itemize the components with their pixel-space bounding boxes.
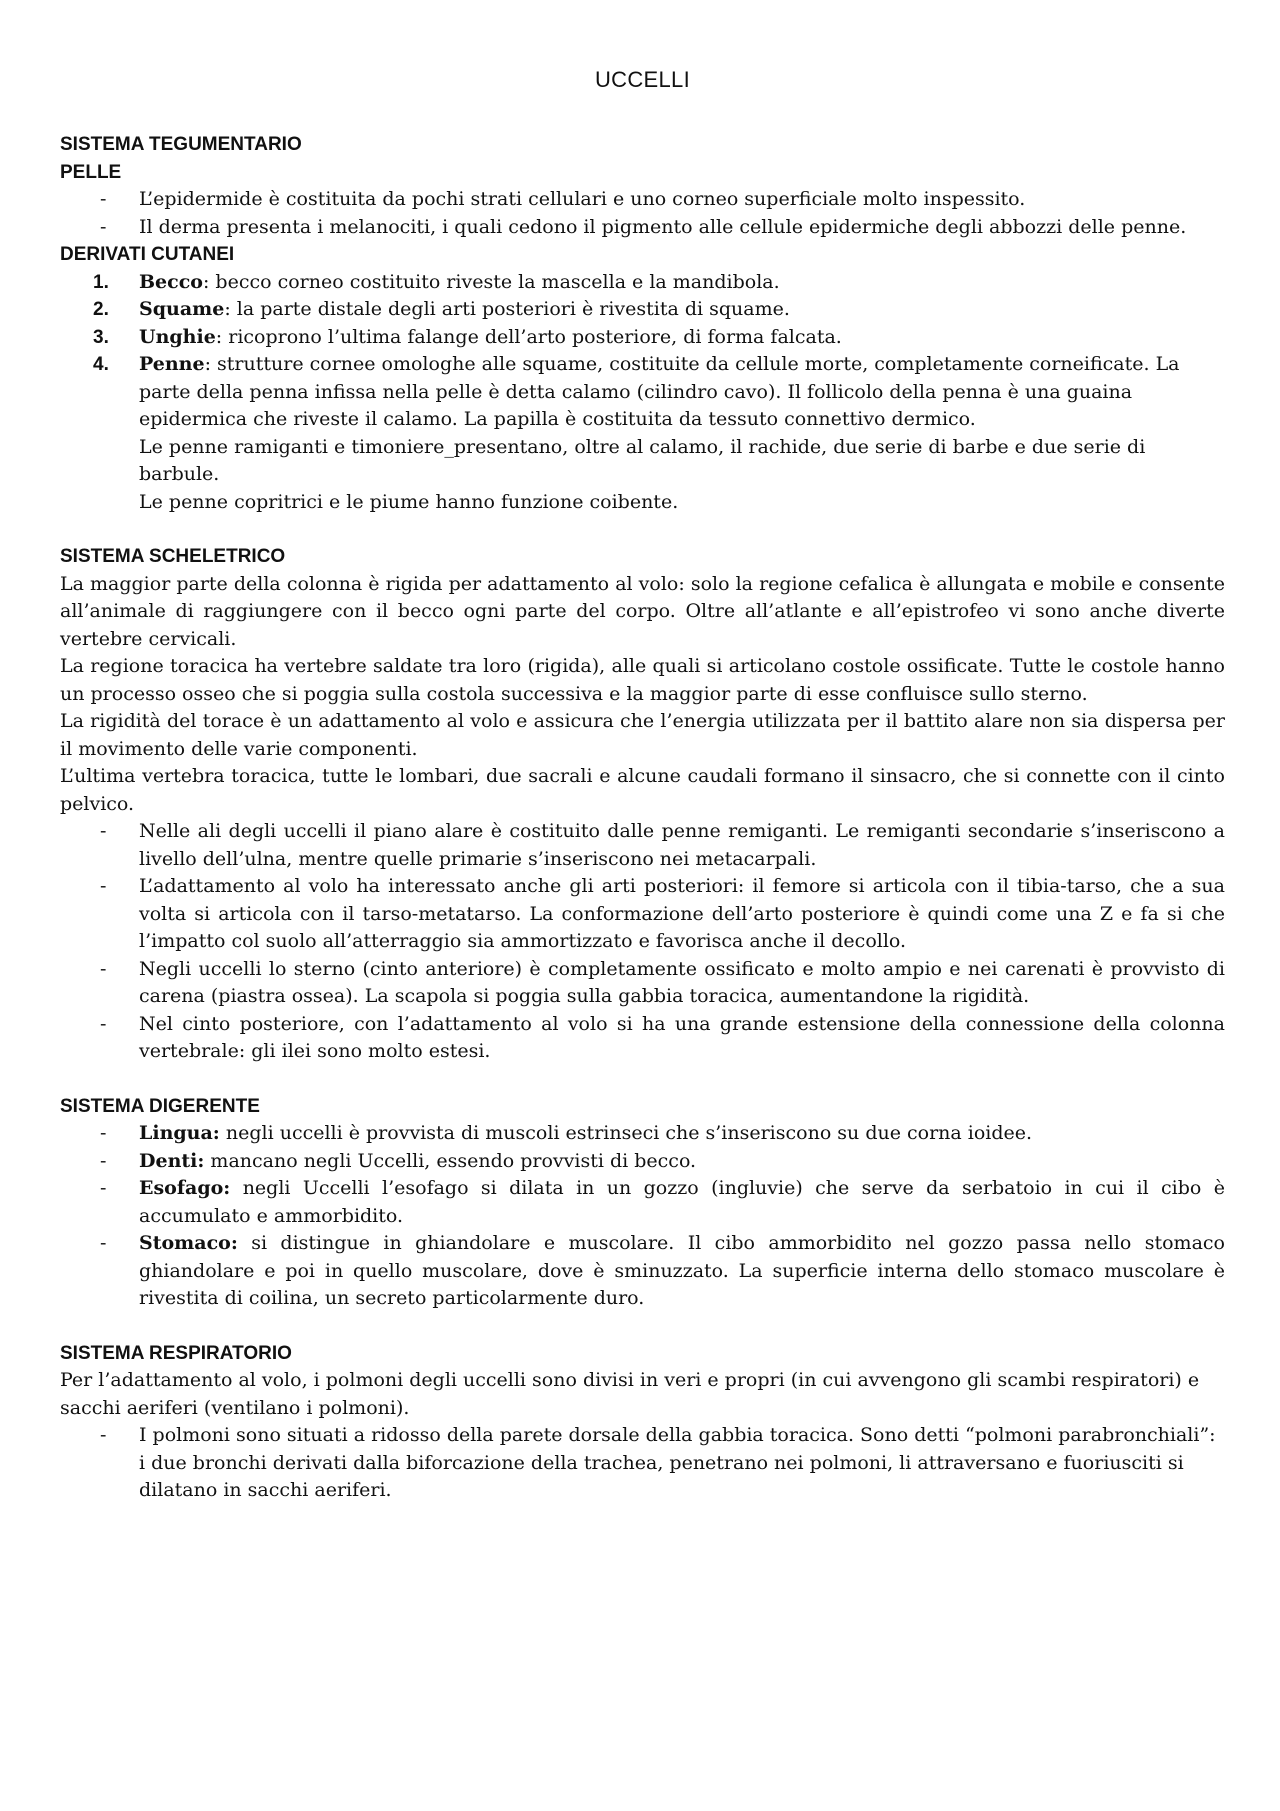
number-marker: 4. [93,354,109,375]
list-item-text: Il derma presenta i melanociti, i quali cedono il pigmento alle cellule epidermiche degli abbozzi delle penne. [139,215,1187,238]
dash-marker: - [100,215,107,238]
list-item-text: Nel cinto posteriore, con l’adattamento al volo si ha una grande estensione della connessione della colonna vertebrale: gli ilei sono molto estesi. [139,1012,1225,1062]
term: Lingua: [139,1122,220,1144]
paragraph: La regione toracica ha vertebre saldate tra loro (rigida), alle quali si articolano costole ossificate. Tutte le costole hanno un processo osseo che si poggia sulla costola successiva e la maggior parte di esse confluisce sullo sterno. [60,655,1225,705]
list-item-text: negli uccelli è provvista di muscoli estrinseci che s’inseriscono su due corna ioidee. [219,1122,1033,1144]
list-item-text: I polmoni sono situati a ridosso della parete dorsale della gabbia toracica. Sono detti “polmoni parabronchiali”: i due bronchi derivati dalla biforcazione della trachea, penetrano nei polmoni, li attraversano e fuoriusciti si dilatano in sacchi aeriferi. [139,1424,1216,1501]
list-item-text: si distingue in ghiandolare e muscolare. Il cibo ammorbidito nel gozzo passa nello stomaco ghiandolare e poi in quello muscolare, dove è sminuzzato. La superficie interna dello stomaco muscolare è rivestita di coilina, un secreto particolarmente duro. [139,1232,1225,1309]
pelle-list [60,186,1225,241]
list-item [60,1148,1225,1176]
dash-marker: - [100,1232,107,1254]
term: Unghie [139,325,216,348]
list-item [60,214,1225,242]
term: Penne [139,353,205,375]
section-scheletrico [60,543,1225,1066]
document-page [60,66,1225,1505]
section-heading: SISTEMA RESPIRATORIO [60,1342,292,1364]
section-digerente [60,1093,1225,1313]
respiratorio-list [60,1422,1225,1505]
term: Squame [139,298,225,320]
paragraph: L’ultima vertebra toracica, tutte le lombari, due sacrali e alcune caudali formano il sinsacro, che si connette con il cinto pelvico. [60,765,1225,815]
dash-marker: - [100,1177,107,1199]
term: Becco [139,270,203,293]
section-spacer [60,516,1225,543]
section-heading: SISTEMA TEGUMENTARIO [60,134,302,155]
list-item [60,1230,1225,1313]
list-item-text: L’adattamento al volo ha interessato anche gli arti posteriori: il femore si articola con il tibia-tarso, che a sua volta si articola con il tarso-metatarso. La conformazione dell’arto posteriore è quindi come una Z e fa si che l’impatto col suolo all’atterraggio sia ammortizzato e favorisca anche il decollo. [139,875,1225,952]
scheletrico-list [60,818,1225,1066]
list-item-text: Nelle ali degli uccelli il piano alare è costituito dalle penne remiganti. Le remiganti secondarie s’inseriscono a livello dell’ulna, mentre quelle primarie s’inseriscono nei metacarpali. [139,820,1225,870]
list-item [60,956,1225,1011]
list-item-text: : strutture cornee omologhe alle squame, costituite da cellule morte, completamente corneificate. La parte della penna infissa nella pelle è detta calamo (cilindro cavo). Il follicolo della penna è una guaina epidermica che riveste il calamo. La papilla è costituita da tessuto connettivo dermico. [139,353,1180,430]
list-item [60,1120,1225,1148]
dash-marker: - [100,1424,107,1446]
list-item-text: : becco corneo costituito riveste la mascella e la mandibola. [202,270,780,293]
list-item [60,1011,1225,1066]
list-item [60,296,1225,324]
section-tegumentario [60,131,1225,516]
list-item [60,818,1225,873]
term: Denti: [139,1149,205,1172]
number-marker: 1. [93,271,109,293]
paragraph: Per l’adattamento al volo, i polmoni degli uccelli sono divisi in veri e propri (in cui avvengono gli scambi respiratori) e sacchi aeriferi (ventilano i polmoni). [60,1369,1200,1419]
dash-marker: - [100,1012,107,1035]
dash-marker: - [100,820,107,842]
dash-marker: - [100,957,107,980]
derivati-list [60,269,1225,517]
section-respiratorio [60,1340,1225,1505]
number-marker: 3. [93,326,109,348]
list-item [60,269,1225,297]
list-item-text: mancano negli Uccelli, essendo provvisti di becco. [204,1149,697,1172]
list-item [60,873,1225,956]
list-item [60,1422,1225,1505]
dash-marker: - [100,1122,107,1144]
subsection-heading-pelle: PELLE [60,161,122,183]
list-item-continuation: Le penne ramiganti e timoniere_presentano, oltre al calamo, il rachide, due serie di barbe e due serie di barbule. [139,435,1146,485]
list-item-text: : ricoprono l’ultima falange dell’arto posteriore, di forma falcata. [215,325,842,348]
list-item-text: : la parte distale degli arti posteriori è rivestita di squame. [224,298,790,320]
subsection-heading-derivati: DERIVATI CUTANEI [60,244,235,265]
dash-marker: - [100,1149,107,1172]
number-marker: 2. [93,299,109,320]
document-title: UCCELLI [594,67,691,92]
dash-marker: - [100,875,107,897]
section-spacer [60,1066,1225,1093]
list-item [60,1175,1225,1230]
list-item-continuation: Le penne copritrici e le piume hanno funzione coibente. [139,490,679,513]
list-item-text: Negli uccelli lo sterno (cinto anteriore) è completamente ossificato e molto ampio e nei carenati è provvisto di carena (piastra ossea). La scapola si poggia sulla gabbia toracica, aumentandone la rigidità. [139,957,1225,1007]
term: Stomaco: [139,1232,238,1254]
paragraph: La rigidità del torace è un adattamento al volo e assicura che l’energia utilizzata per il battito alare non sia dispersa per il movimento delle varie componenti. [60,710,1225,760]
digerente-list [60,1120,1225,1313]
list-item [60,351,1225,516]
list-item [60,324,1225,352]
list-item-text: negli Uccelli l’esofago si dilata in un gozzo (ingluvie) che serve da serbatoio in cui il cibo è accumulato e ammorbidito. [139,1177,1225,1227]
dash-marker: - [100,188,107,210]
section-heading: SISTEMA SCHELETRICO [60,546,286,567]
term: Esofago: [139,1177,231,1199]
paragraph: La maggior parte della colonna è rigida per adattamento al volo: solo la regione cefalica è allungata e mobile e consente all’animale di raggiungere con il becco ogni parte del corpo. Oltre all’atlante e all’epistrofeo vi sono anche diverte vertebre cervicali. [60,572,1225,650]
section-heading: SISTEMA DIGERENTE [60,1095,260,1117]
list-item [60,186,1225,214]
section-spacer [60,1313,1225,1340]
list-item-text: L’epidermide è costituita da pochi strati cellulari e uno corneo superficiale molto inspessito. [139,188,1026,210]
